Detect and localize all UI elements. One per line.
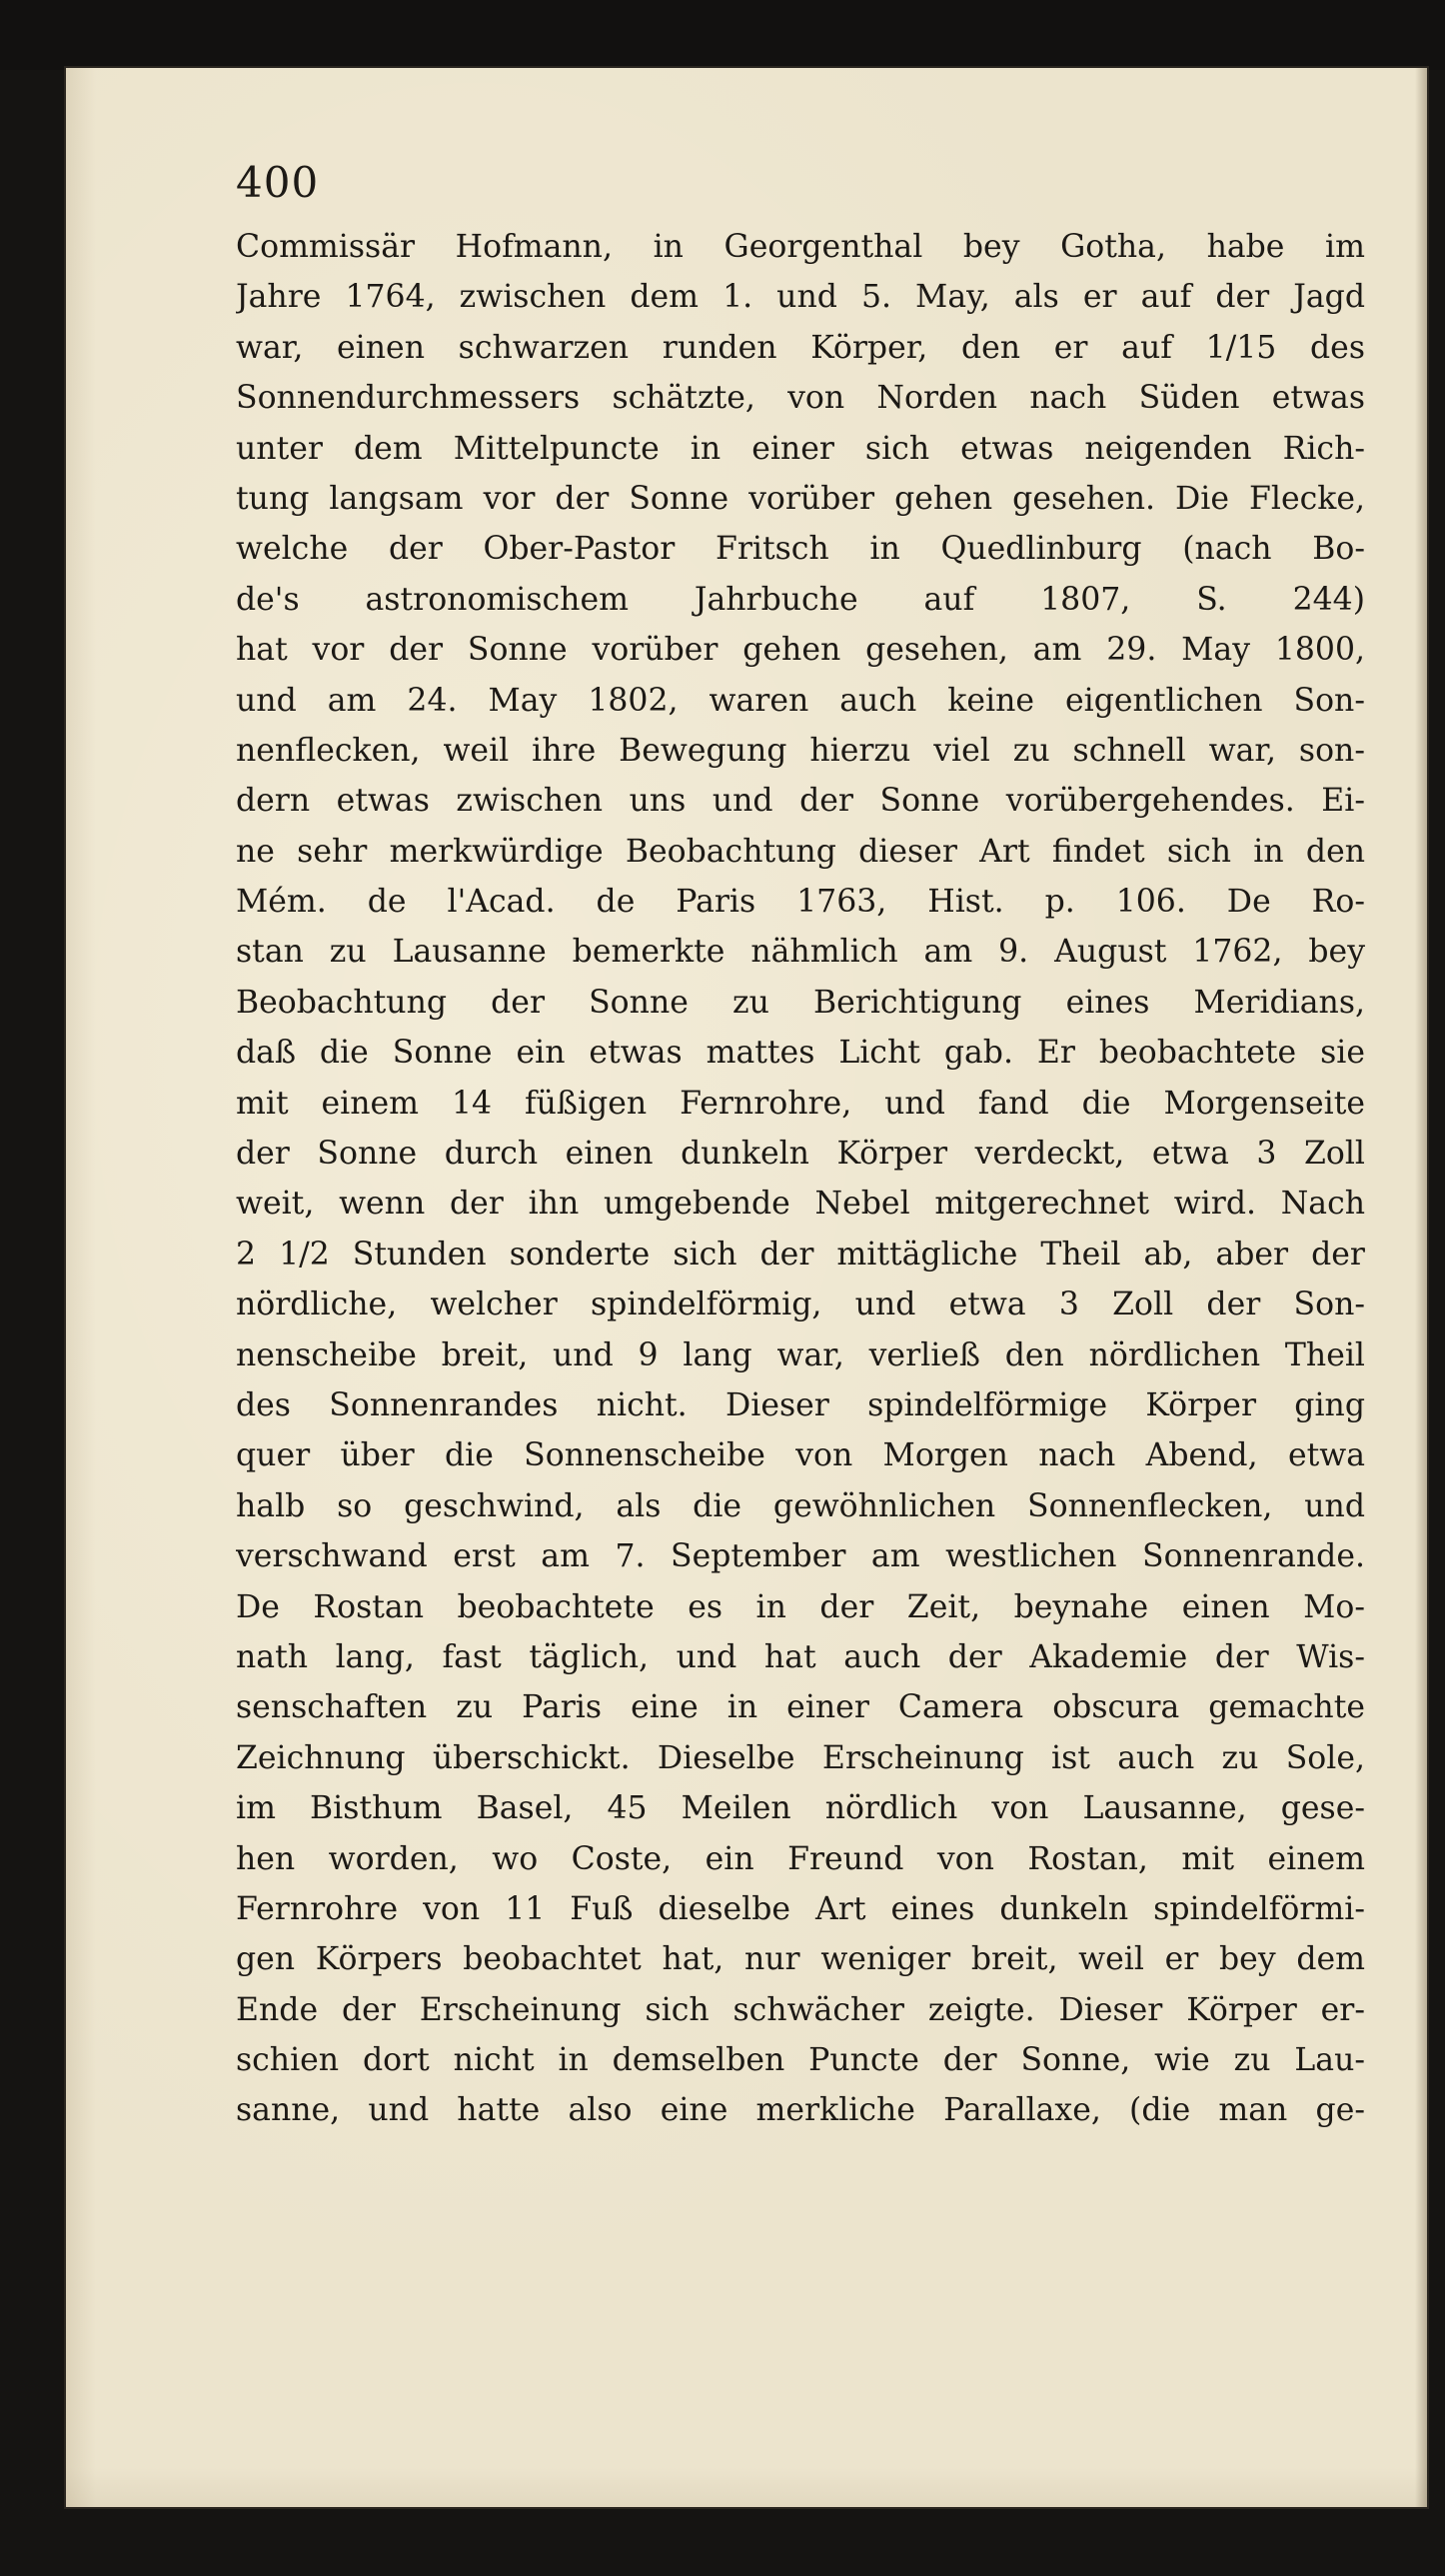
- text-line: sanne, und hatte also eine merkliche Parallaxe, (die man ge-: [236, 2092, 1365, 2129]
- text-line: halb so geschwind, als die gewöhnlichen Sonnenflecken, und: [236, 1487, 1365, 1524]
- text-line: weit, wenn der ihn umgebende Nebel mitgerechnet wird. Nach: [236, 1186, 1365, 1223]
- text-line: de's astronomischem Jahrbuche auf 1807, S. 244): [236, 581, 1365, 618]
- text-line: mit einem 14 füßigen Fernrohre, und fand die Morgenseite: [236, 1085, 1365, 1122]
- text-line: Zeichnung überschickt. Dieselbe Erscheinung ist auch zu Sole,: [236, 1739, 1365, 1776]
- text-line: Ende der Erscheinung sich schwächer zeigte. Dieser Körper er-: [236, 1991, 1365, 2028]
- text-line: verschwand erst am 7. September am westlichen Sonnenrande.: [236, 1538, 1365, 1575]
- text-line: tung langsam vor der Sonne vorüber gehen gesehen. Die Flecke,: [236, 480, 1365, 517]
- text-line: quer über die Sonnenscheibe von Morgen nach Abend, etwa: [236, 1437, 1365, 1474]
- text-line: hen worden, wo Coste, ein Freund von Rostan, mit einem: [236, 1840, 1365, 1877]
- text-line: Beobachtung der Sonne zu Berichtigung eines Meridians,: [236, 984, 1365, 1021]
- text-line: der Sonne durch einen dunkeln Körper verdeckt, etwa 3 Zoll: [236, 1136, 1365, 1173]
- text-line: war, einen schwarzen runden Körper, den er auf 1/15 des: [236, 329, 1365, 366]
- scan-backdrop: [0, 0, 1445, 70]
- text-line: des Sonnenrandes nicht. Dieser spindelförmige Körper ging: [236, 1386, 1365, 1423]
- text-line: hat vor der Sonne vorüber gehen gesehen, am 29. May 1800,: [236, 632, 1365, 669]
- text-line: schien dort nicht in demselben Puncte der Sonne, wie zu Lau-: [236, 2042, 1365, 2079]
- text-line: senschaften zu Paris eine in einer Camera obscura gemachte: [236, 1689, 1365, 1726]
- text-line: Mém. de l'Acad. de Paris 1763, Hist. p. 106. De Ro-: [236, 884, 1365, 921]
- text-line: nath lang, fast täglich, und hat auch der Akademie der Wis-: [236, 1638, 1365, 1675]
- text-line: im Bisthum Basel, 45 Meilen nördlich von Lausanne, gese-: [236, 1790, 1365, 1827]
- text-line: daß die Sonne ein etwas mattes Licht gab. Er beobachtete sie: [236, 1035, 1365, 1072]
- text-line: nenscheibe breit, und 9 lang war, verließ den nördlichen Theil: [236, 1336, 1365, 1373]
- text-line: und am 24. May 1802, waren auch keine eigentlichen Son-: [236, 682, 1365, 719]
- page-number: 400: [236, 158, 320, 207]
- text-line: dern etwas zwischen uns und der Sonne vorübergehendes. Ei-: [236, 783, 1365, 820]
- body-text: [236, 222, 1365, 2136]
- text-line: nördliche, welcher spindelförmig, und etwa 3 Zoll der Son-: [236, 1287, 1365, 1323]
- text-line: 2 1/2 Stunden sonderte sich der mittägliche Theil ab, aber der: [236, 1236, 1365, 1273]
- text-line: Sonnendurchmessers schätzte, von Norden nach Süden etwas: [236, 380, 1365, 417]
- text-line: ne sehr merkwürdige Beobachtung dieser Art findet sich in den: [236, 833, 1365, 870]
- text-line: welche der Ober-Pastor Fritsch in Quedlinburg (nach Bo-: [236, 531, 1365, 568]
- text-line: De Rostan beobachtete es in der Zeit, beynahe einen Mo-: [236, 1588, 1365, 1625]
- text-line: gen Körpers beobachtet hat, nur weniger breit, weil er bey dem: [236, 1941, 1365, 1978]
- text-line: Commissär Hofmann, in Georgenthal bey Gotha, habe im: [236, 229, 1365, 265]
- text-line: Fernrohre von 11 Fuß dieselbe Art eines dunkeln spindelförmi-: [236, 1890, 1365, 1927]
- text-line: Jahre 1764, zwischen dem 1. und 5. May, als er auf der Jagd: [236, 279, 1365, 316]
- text-line: stan zu Lausanne bemerkte nähmlich am 9. August 1762, bey: [236, 934, 1365, 971]
- page-edge-shadow: [1415, 68, 1427, 2507]
- text-line: nenflecken, weil ihre Bewegung hierzu viel zu schnell war, son-: [236, 732, 1365, 769]
- text-line: unter dem Mittelpuncte in einer sich etwas neigenden Rich-: [236, 430, 1365, 467]
